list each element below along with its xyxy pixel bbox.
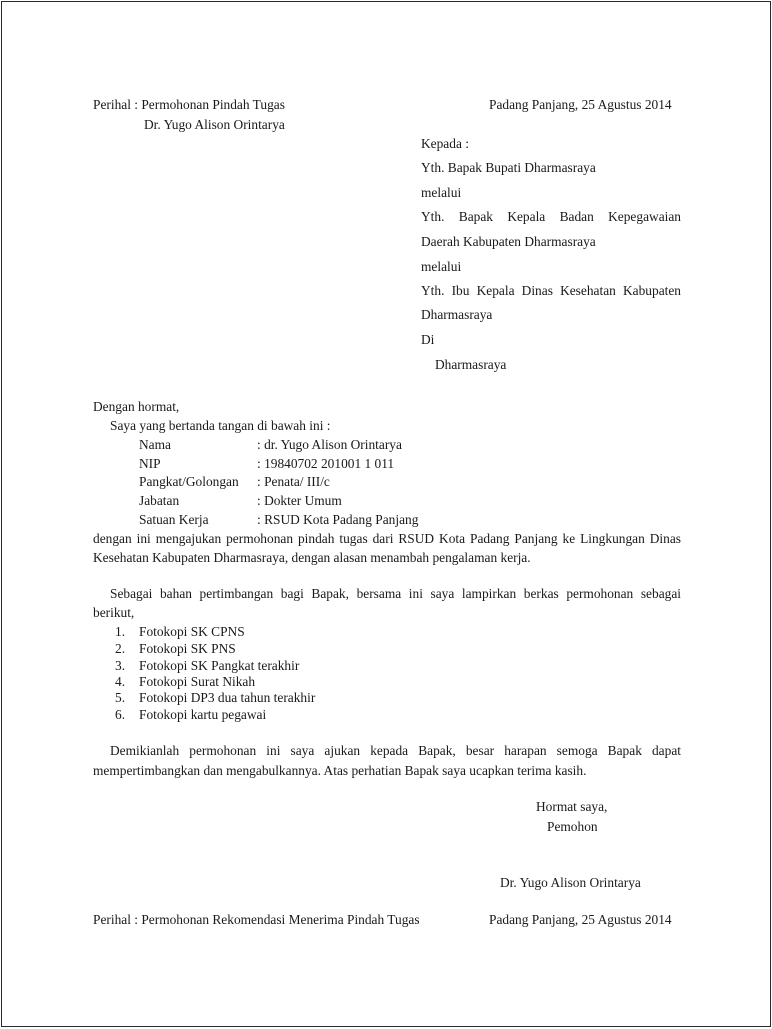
- recipient-place: Dharmasraya: [435, 357, 507, 372]
- field-value-nip: : 19840702 201001 1 011: [257, 456, 395, 471]
- list-item: Fotokopi kartu pegawai: [139, 707, 267, 722]
- intro-line: Saya yang bertanda tangan di bawah ini :: [110, 418, 331, 433]
- greeting: Dengan hormat,: [93, 399, 180, 414]
- field-value-jabatan: : Dokter Umum: [257, 493, 342, 508]
- footer-date: Padang Panjang, 25 Agustus 2014: [489, 912, 672, 927]
- list-item: Fotokopi SK Pangkat terakhir: [139, 658, 300, 673]
- list-item: Fotokopi DP3 dua tahun terakhir: [139, 690, 316, 705]
- signature-regards: Hormat saya,: [536, 799, 608, 814]
- list-item: Fotokopi Surat Nikah: [139, 674, 256, 689]
- recipient-line-3b: Dharmasraya: [421, 307, 493, 322]
- field-label-pangkat: Pangkat/Golongan: [139, 474, 239, 489]
- list-item: Fotokopi SK PNS: [139, 641, 236, 656]
- closing-line-1: Demikianlah permohonan ini saya ajukan kepada Bapak, besar harapan semoga Bapak dapat: [110, 743, 681, 758]
- letter-date: Padang Panjang, 25 Agustus 2014: [489, 97, 672, 112]
- field-value-satuan: : RSUD Kota Padang Panjang: [257, 512, 419, 527]
- recipient-line-3a: Yth. Ibu Kepala Dinas Kesehatan Kabupaten: [421, 283, 681, 298]
- signature-role: Pemohon: [547, 819, 598, 834]
- recipient-di: Di: [421, 332, 435, 347]
- closing-line-2: mempertimbangkan dan mengabulkannya. Atas perhatian Bapak saya ucapkan terima kasih.: [93, 763, 587, 778]
- list-item-number: 5.: [115, 690, 126, 705]
- field-label-jabatan: Jabatan: [139, 493, 180, 508]
- field-label-nip: NIP: [139, 456, 161, 471]
- list-item-number: 4.: [115, 674, 126, 689]
- recipient-via-2: melalui: [421, 259, 462, 274]
- field-label-nama: Nama: [139, 437, 171, 452]
- recipient-line-1: Yth. Bapak Bupati Dharmasraya: [421, 160, 596, 175]
- perihal-line: Perihal : Permohonan Pindah Tugas: [93, 97, 285, 112]
- recipient-via-1: melalui: [421, 185, 462, 200]
- signature-name: Dr. Yugo Alison Orintarya: [500, 875, 641, 890]
- letter-page: [1, 1, 771, 1027]
- field-label-satuan: Satuan Kerja: [139, 512, 209, 527]
- list-item-number: 1.: [115, 624, 126, 639]
- list-item-number: 3.: [115, 658, 126, 673]
- list-item-number: 6.: [115, 707, 126, 722]
- recipient-line-2b: Daerah Kabupaten Dharmasraya: [421, 234, 596, 249]
- list-item-number: 2.: [115, 641, 126, 656]
- paragraph-2-line-1: Sebagai bahan pertimbangan bagi Bapak, bersama ini saya lampirkan berkas permohonan sebagai: [110, 586, 681, 601]
- perihal-name: Dr. Yugo Alison Orintarya: [144, 117, 285, 132]
- field-value-nama: : dr. Yugo Alison Orintarya: [257, 437, 402, 452]
- paragraph-2-line-2: berikut,: [93, 605, 135, 620]
- paragraph-1-line-2: Kesehatan Kabupaten Dharmasraya, dengan alasan menambah pengalaman kerja.: [93, 550, 531, 565]
- paragraph-1-line-1: dengan ini mengajukan permohonan pindah tugas dari RSUD Kota Padang Panjang ke Lingkungan Dinas: [93, 531, 681, 546]
- recipient-line-2a: Yth. Bapak Kepala Badan Kepegawaian: [421, 209, 681, 224]
- list-item: Fotokopi SK CPNS: [139, 624, 245, 639]
- field-value-pangkat: : Penata/ III/c: [257, 474, 330, 489]
- footer-perihal: Perihal : Permohonan Rekomendasi Menerima Pindah Tugas: [93, 912, 420, 927]
- kepada-label: Kepada :: [421, 136, 469, 151]
